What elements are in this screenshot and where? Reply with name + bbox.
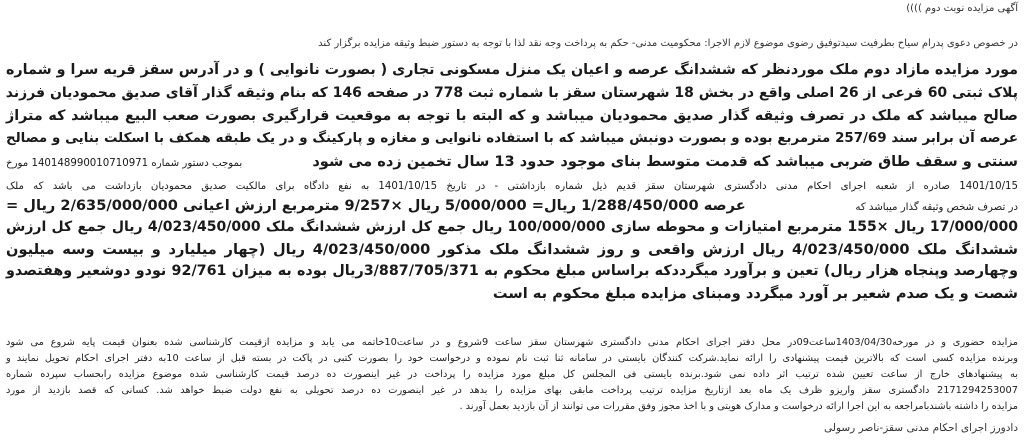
possession-text: در تصرف شخص وثیقه گذار میباشد که [855,202,1018,213]
value-line: عرصه 1/288/450/000 ریال= 5/000/000 ریال ×9/257 مترمربع ارزش اعیانی 2/635/000/000 ریال = [6,197,746,214]
auction-terms-line: به پیشنهادهای خارج از ساعت تعیین شده ترتیب اثر داده نمی شود.برنده بایستی فی المجلس کل مبلغ مورد مزایده را پرداخت در غیر اینصورت ده درصد قیمت کارشناسی شده موضوع مزایده رابحساب سپرده شماره [6,369,1018,380]
auction-terms-line: مزایده حضوری و در مورخه1403/04/30ساعت09در محل دفتر اجرای احکام مدنی دادگستری شهرستان سقز ساعت 9شروع و در ساعت10خاتمه می یابد و مزایده ازقیمت کارشناسی شده بعنوان قیمت پایه شروع می شود [6,337,1018,348]
auction-terms-line: مزایده را داشته باشندبامراجعه به این اجرا ارائه درخواست و مدارک هویتی و با اخذ مجوز وفق مقررات می توانند از آن بازدید بعمل آورند . [459,401,1018,412]
arrest-line: 1401/10/15 صادره از شعبه اجرای احکام مدنی دادگستری شهرستان سقز قدیم ذیل شماره بازداشتی - در تاریخ 1401/10/15 به نفع دادگاه برای مالکیت صدیق محمودیان بازداشت می باشد که ملک [6,181,1018,192]
value-line: وچهارصد وپنجاه هزار ریال) تعین و برآورد میگرددکه براساس مبلغ محکوم به 3/887/705/371ریال بوده به میزان 92/761 نودو دوشعیر وهفتصدو [6,263,1018,279]
value-line: شصت و یک صدم شعیر بر آورد میگردد ومبنای مزایده مبلغ محکوم به است [492,285,1018,302]
body-line: عرصه آن برابر سند 257/69 مترمربع بوده و بصورت دونبش میباشد که با استفاده نانوایی و مغازه و پارکینگ و در یک طبقه همکف با اسکلت بنایی و مصالح [6,131,1018,146]
value-line: ششدانگ ملک 4/023/450/000 ریال ارزش واقعی و روز ششدانگ ملک مذکور 4/023/450/000 ریال (چهار میلیارد و بیست وسه میلیون [6,241,1018,258]
value-line-mixed [6,197,1018,214]
body-line: پلاک ثبتی 60 فرعی از 26 اصلی واقع در بخش 18 شهرستان سقز با شماره ثبت 778 در صفحه 146 که بنام وثیقه گذار آقای صدیق محمودیان فرزند [5,85,1018,101]
signature: دادورز اجرای احکام مدنی سقز-ناصر رسولی [824,422,1018,434]
body-line: صالح میباشد که ملک در تصرف وثیقه گذار صدیق محمودیان میباشد و که البته با توجه به موقعیت قرارگیری بصورت صعب البیع میباشد که متراژ [6,108,1018,124]
order-reference: بموجب دستور شماره 140148990010710971 مورخ [6,158,243,169]
notice-intro: در خصوص دعوی پدرام سیاح بطرفیت سیدتوفیق رضوی موضوع لازم الاجرا: محکومیت مدنی- حکم به پرداخت وجه نقد لذا با توجه به دستور ضبط وثیقه مزایده برگزار کند [318,38,1018,49]
value-line: 17/000/000 ریال ×155 مترمربع امتیازات و محوطه سازی 100/000/000 ریال جمع کل ارزش ششدانگ ملک 4/023/450/000 ریال جمع کل ارزش [6,219,1018,235]
body-line-mixed [6,153,1018,170]
auction-terms-line: 2171294253007 دادگستری سقز واریزو ظرف یک ماه بعد ازتاریخ مزایده ترتیب پرداخت مابقی بهای مزایده را بدهد در غیر اینصورت ده درصد تحویلی به نفع دولت ضبط خواهد شد. کسانی که قصد بازدید از مورد [6,385,1018,396]
notice-title: آگهی مزایده نوبت دوم )))) [906,3,1018,14]
body-line: مورد مزایده مازاد دوم ملک موردنظر که ششدانگ عرصه و اعیان یک منزل مسکونی تجاری ( بصورت نانوایی ) و در آدرس سقز قریه سرا و شماره [5,62,1018,78]
auction-terms-line: وبرنده مزایده کسی است که بالاترین قیمت پیشنهادی را ارائه نماید.شرکت کنندگان بایستی در سامانه ثنا ثبت نام نموده و درخواست خود را بصورت کتبی در پاکت در بسته قبل از ساعت 10به دفتر اجرای احکام تحویل نمایند و [6,353,1018,364]
body-line: سنتی و سقف طاق ضربی میباشد که قدمت متوسط بنای موجود حدود 13 سال تخمین زده می شود [312,153,1018,170]
